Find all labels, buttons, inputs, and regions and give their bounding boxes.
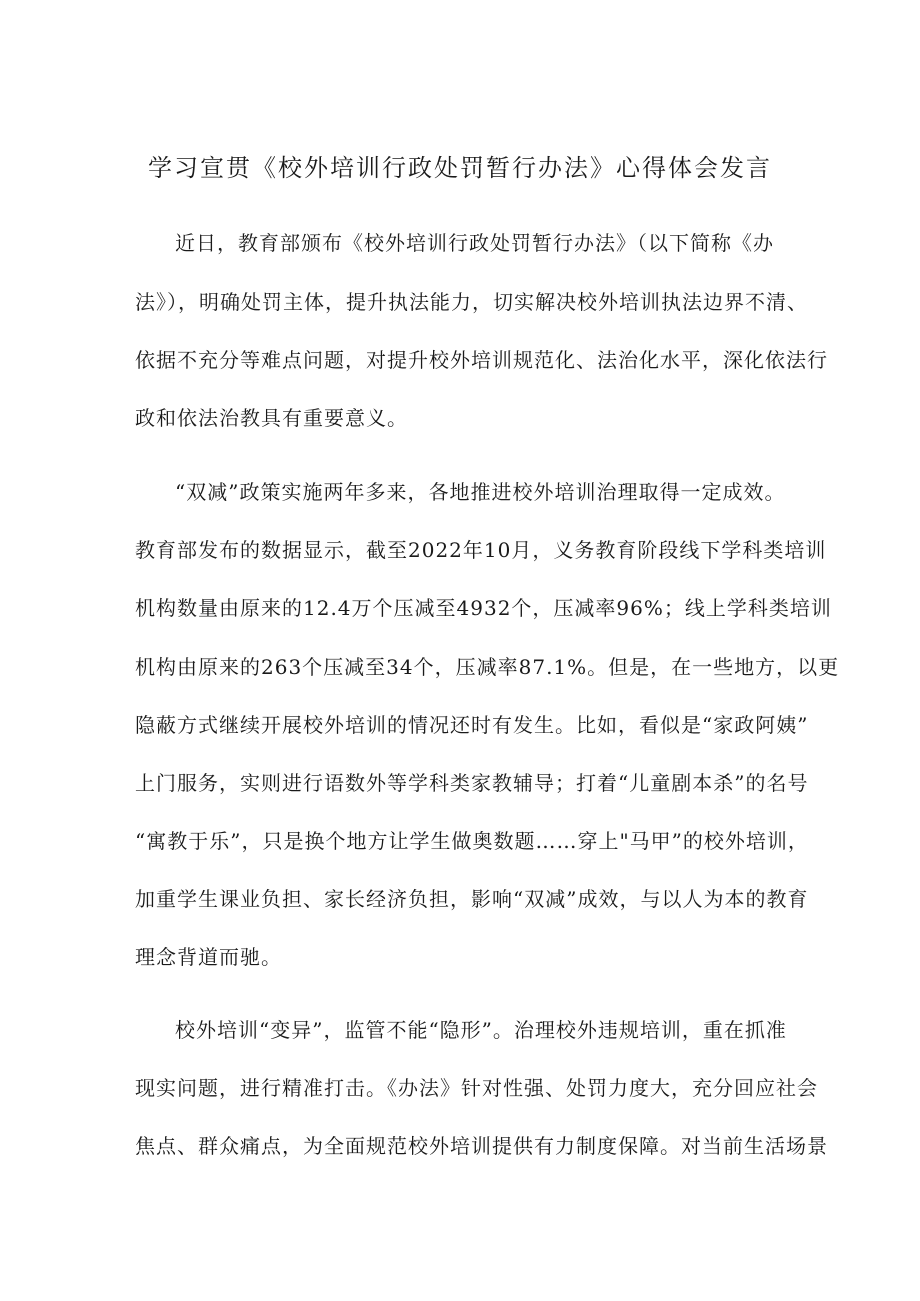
paragraph-line: “寓教于乐”，只是换个地方让学生做奥数题……穿上"马甲”的校外培训， (135, 829, 809, 853)
paragraph-line: 隐蔽方式继续开展校外培训的情况还时有发生。比如，看似是“家政阿姨” (135, 713, 809, 737)
paragraph-line: 政和依法治教具有重要意义。 (135, 406, 408, 430)
paragraph-line: 教育部发布的数据显示，截至2022年10月，义务教育阶段线下学科类培训 (135, 538, 827, 562)
paragraph-line: 上门服务，实则进行语数外等学科类家教辅导；打着“儿童剧本杀”的名号 (135, 771, 809, 795)
paragraph-line: 现实问题，进行精准打击。《办法》针对性强、处罚力度大，充分回应社会 (135, 1076, 818, 1100)
paragraph-line: 依据不充分等难点问题，对提升校外培训规范化、法治化水平，深化依法行 (135, 348, 828, 372)
paragraph-line: 法》），明确处罚主体，提升执法能力，切实解决校外培训执法边界不清、 (135, 290, 808, 314)
paragraph-line: 焦点、群众痛点，为全面规范校外培训提供有力制度保障。对当前生活场景 (135, 1134, 828, 1158)
paragraph-line: 机构数量由原来的12.4万个压减至4932个，压减率96%；线上学科类培训 (135, 596, 832, 620)
paragraph-line: 理念背道而驰。 (135, 945, 282, 969)
paragraph-line: “双减”政策实施两年多来，各地推进校外培训治理取得一定成效。 (175, 480, 786, 504)
paragraph-line: 校外培训“变异”，监管不能“隐形”。治理校外违规培训，重在抓准 (175, 1018, 787, 1042)
paragraph-line: 加重学生课业负担、家长经济负担，影响“双减”成效，与以人为本的教育 (135, 887, 809, 911)
document-title: 学习宣贯《校外培训行政处罚暂行办法》心得体会发言 (148, 154, 772, 182)
paragraph-line: 机构由原来的263个压减至34个，压减率87.1%。但是，在一些地方，以更 (135, 655, 840, 679)
paragraph-line: 近日，教育部颁布《校外培训行政处罚暂行办法》（以下简称《办 (175, 231, 774, 255)
